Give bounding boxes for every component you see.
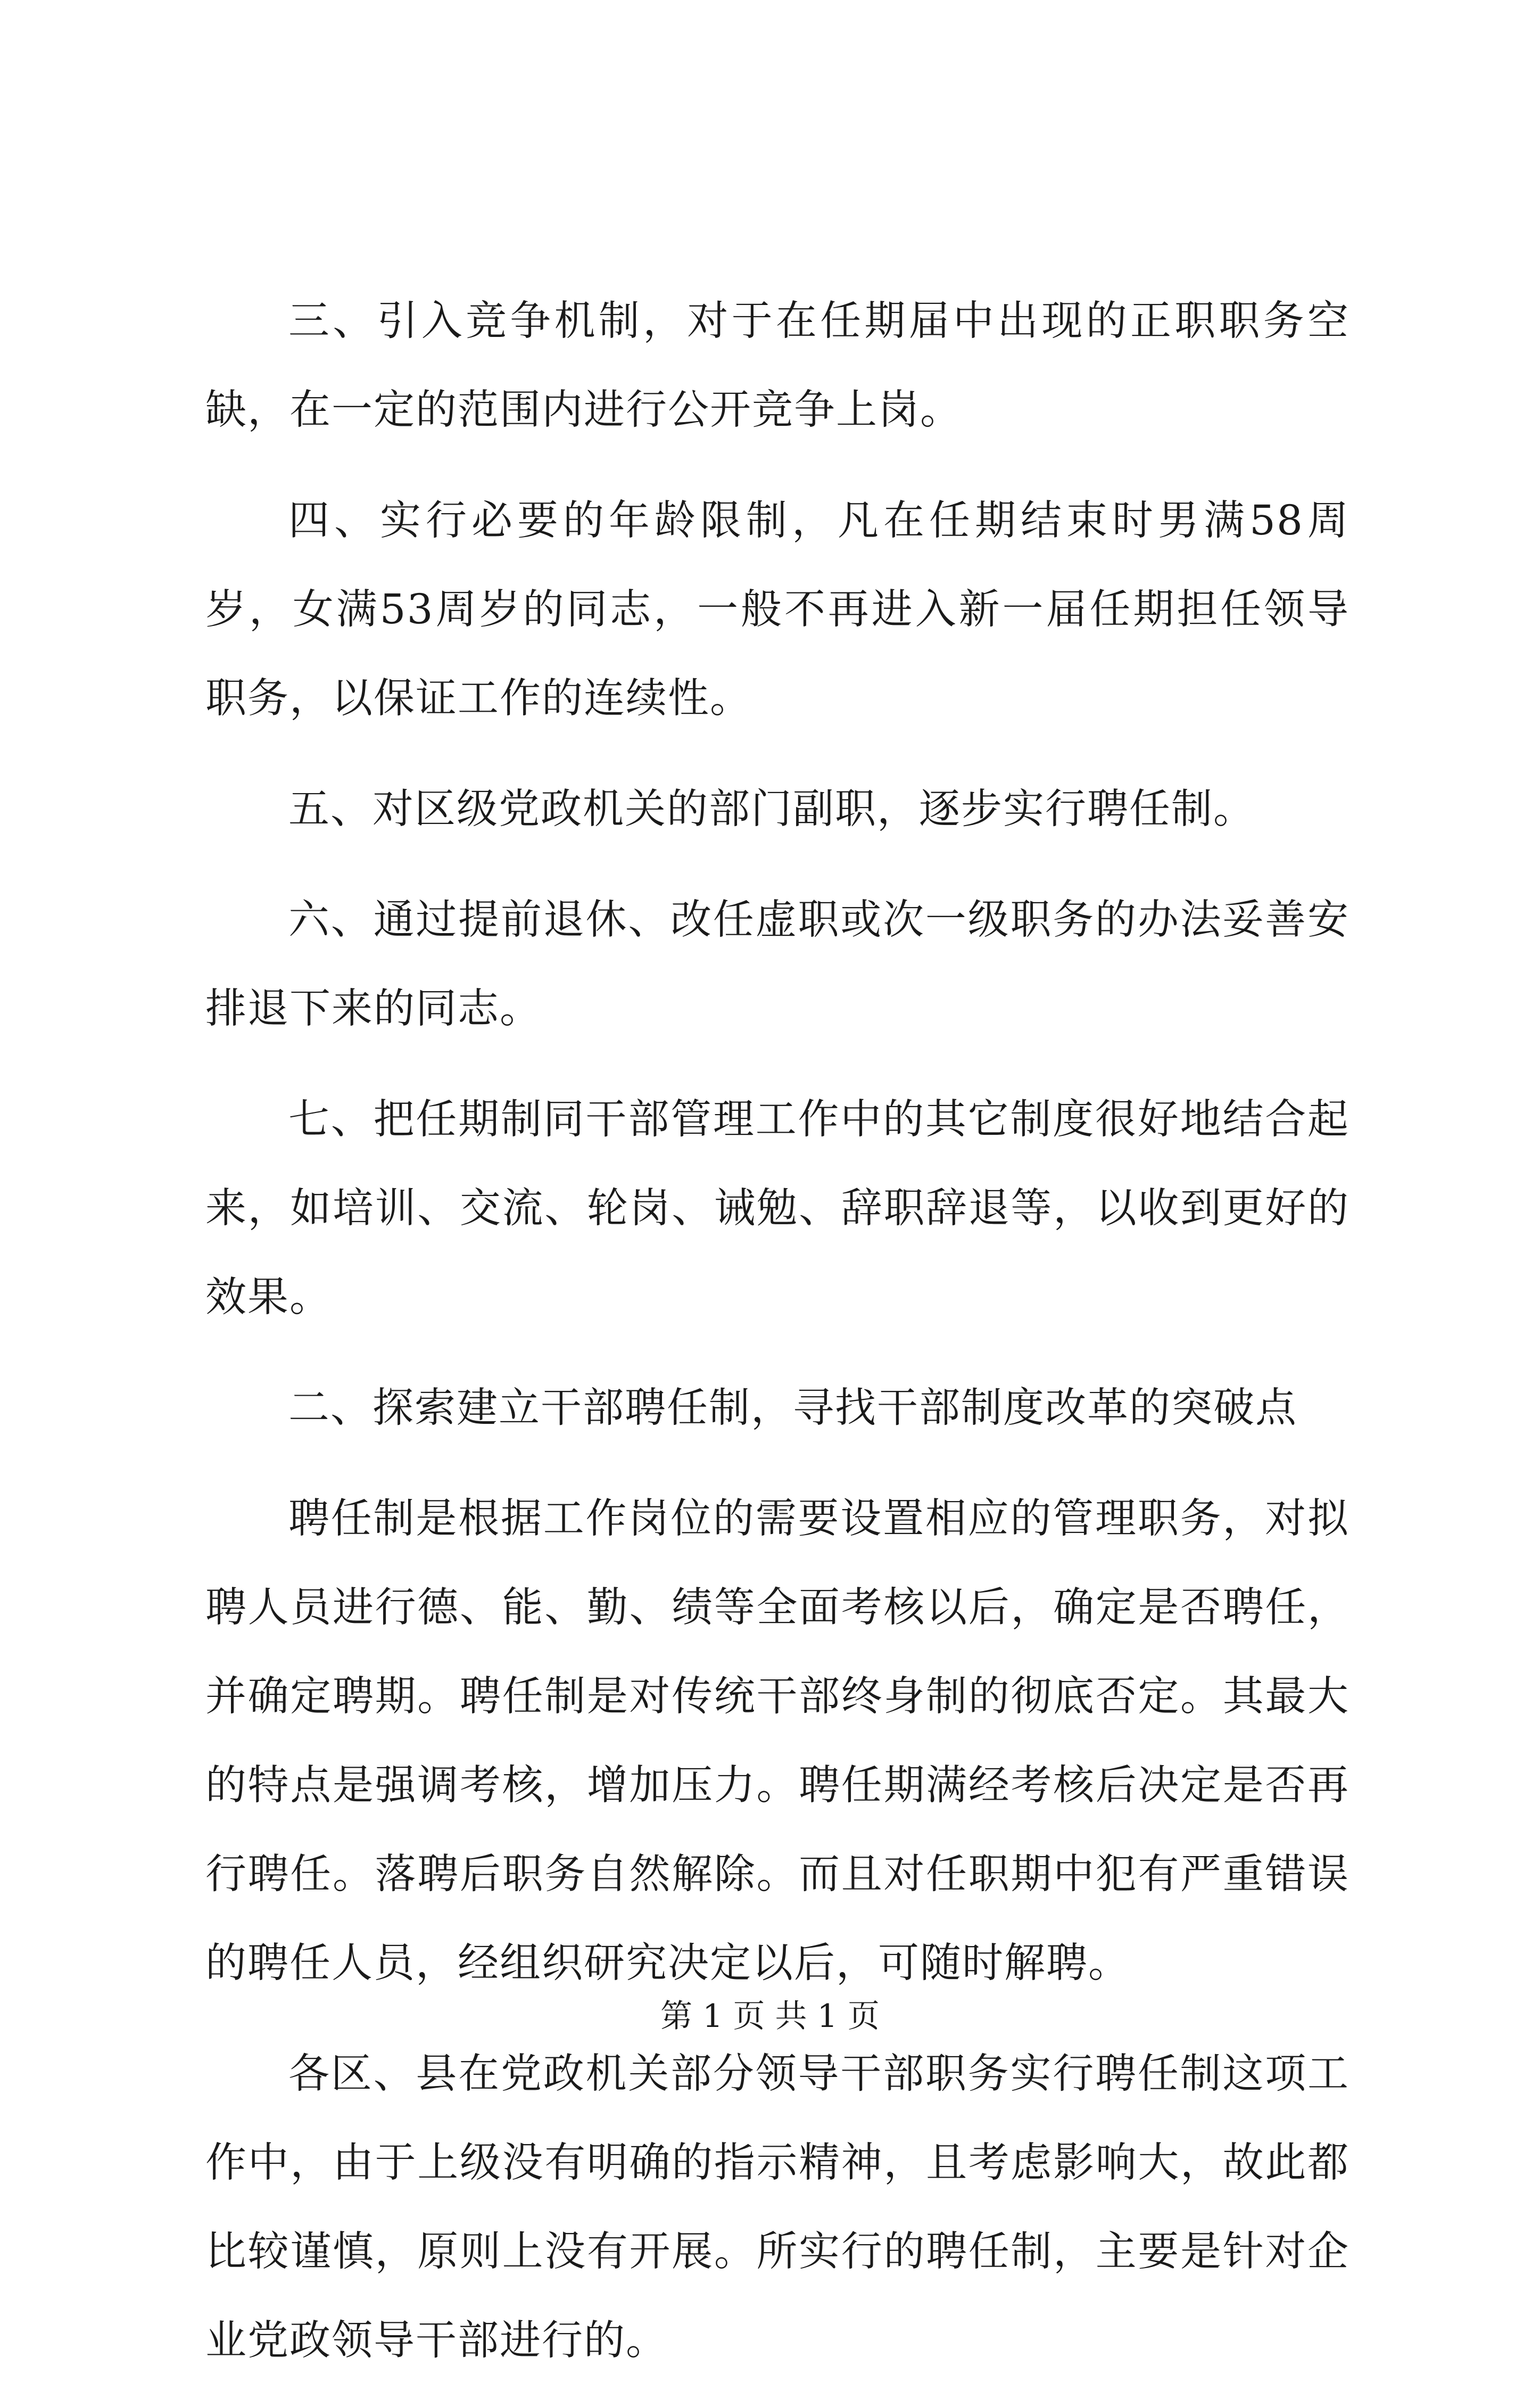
page-number-footer: 第 1 页 共 1 页	[660, 1998, 880, 2035]
paragraph-item-3: 三、引入竞争机制，对于在任期届中出现的正职职务空缺，在一定的范围内进行公开竞争上岗。	[205, 298, 1349, 434]
paragraph-appointment-system: 聘任制是根据工作岗位的需要设置相应的管理职务，对拟聘人员进行德、能、勤、绩等全面考核以后，确定是否聘任，并确定聘期。聘任制是对传统干部终身制的彻底否定。其最大的特点是强调考核，增加压力。聘任期满经考核后决定是否再行聘任。落聘后职务自然解除。而且对任职期中犯有严重错误的聘任人员，经组织研究决定以后，可随时解聘。	[205, 1495, 1349, 1987]
paragraph-item-7: 七、把任期制同干部管理工作中的其它制度很好地结合起来，如培训、交流、轮岗、诫勉、辞职辞退等，以收到更好的效果。	[205, 1096, 1349, 1321]
paragraph-item-6: 六、通过提前退休、改任虚职或次一级职务的办法妥善安排退下来的同志。	[205, 896, 1349, 1033]
paragraph-districts: 各区、县在党政机关部分领导干部职务实行聘任制这项工作中，由于上级没有明确的指示精神，且考虑影响大，故此都比较谨慎，原则上没有开展。所实行的聘任制，主要是针对企业党政领导干部进行的。	[205, 2050, 1349, 2364]
paragraph-item-4: 四、实行必要的年龄限制，凡在任期结束时男满58周岁，女满53周岁的同志，一般不再进入新一届任期担任领导职务，以保证工作的连续性。	[205, 497, 1349, 722]
section-heading: 二、探索建立干部聘任制，寻找干部制度改革的突破点	[288, 1384, 1297, 1432]
document-body	[205, 277, 1349, 2407]
paragraph-item-5: 五、对区级党政机关的部门副职，逐步实行聘任制。	[288, 786, 1255, 833]
